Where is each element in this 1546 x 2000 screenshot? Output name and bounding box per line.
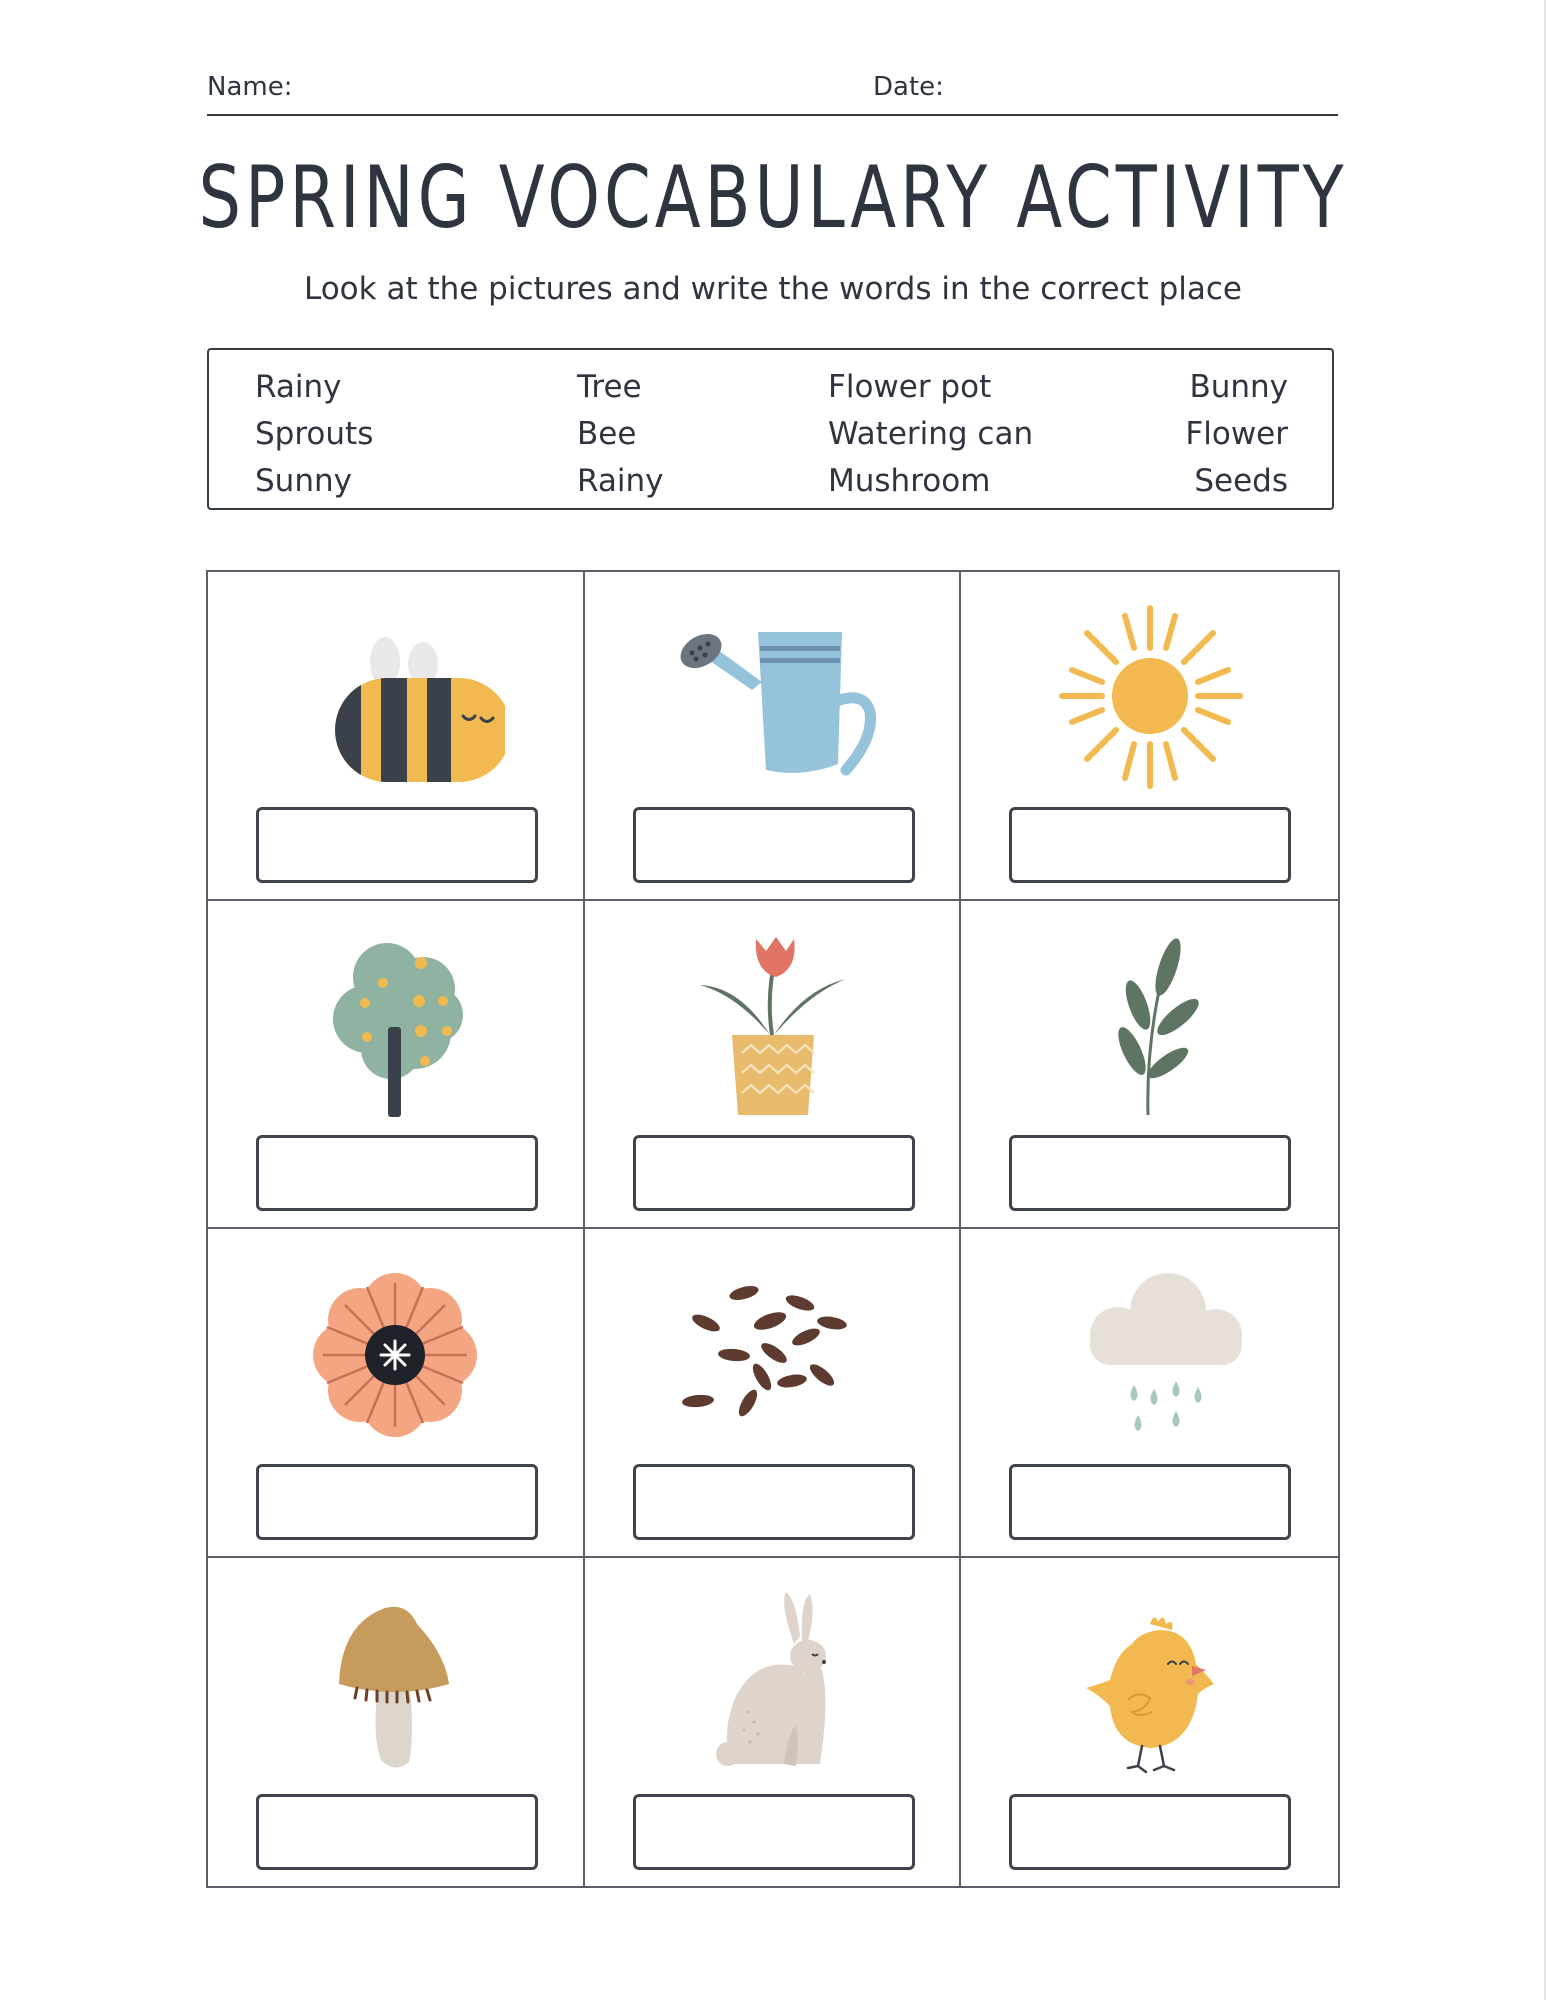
word-bank-column (828, 364, 1033, 505)
mushroom-icon (285, 1584, 505, 1784)
sprout-icon (1040, 927, 1260, 1127)
answer-box[interactable] (256, 1464, 538, 1540)
word-bank-word: Tree (577, 369, 642, 405)
answer-box[interactable] (256, 1794, 538, 1870)
flower-pot-icon (662, 927, 882, 1127)
word-bank-word: Watering can (828, 416, 1034, 452)
picture-cell (585, 572, 962, 901)
word-bank-word: Seeds (1194, 463, 1288, 499)
tree-icon (285, 927, 505, 1127)
word-bank-word: Bee (577, 416, 637, 452)
answer-box[interactable] (256, 807, 538, 883)
picture-cell (961, 1558, 1338, 1887)
picture-grid (206, 570, 1340, 1888)
picture-cell (208, 1229, 585, 1558)
picture-cell (961, 1229, 1338, 1558)
picture-cell (961, 572, 1338, 901)
word-bank-word: Rainy (255, 369, 342, 405)
rain-cloud-icon (1040, 1255, 1260, 1455)
watering-can-icon (662, 598, 882, 798)
answer-box[interactable] (256, 1135, 538, 1211)
picture-cell (585, 1229, 962, 1558)
answer-box[interactable] (633, 807, 915, 883)
sun-icon (1040, 598, 1260, 798)
word-bank-word: Rainy (577, 463, 664, 499)
word-bank-word: Sunny (255, 463, 352, 499)
word-bank-column (577, 364, 663, 505)
word-bank-word: Bunny (1189, 369, 1288, 405)
date-label: Date: (873, 72, 944, 102)
picture-cell (585, 1558, 962, 1887)
answer-box[interactable] (633, 1794, 915, 1870)
picture-cell (961, 901, 1338, 1230)
answer-box[interactable] (1009, 1135, 1291, 1211)
answer-box[interactable] (1009, 1794, 1291, 1870)
instructions: Look at the pictures and write the words in the correct place (303, 271, 1243, 307)
bee-icon (285, 598, 505, 798)
word-bank-word: Mushroom (828, 463, 991, 499)
picture-cell (585, 901, 962, 1230)
picture-cell (208, 1558, 585, 1887)
name-label: Name: (207, 72, 293, 102)
bunny-icon (662, 1584, 882, 1784)
word-bank-column (255, 364, 373, 505)
answer-box[interactable] (633, 1135, 915, 1211)
picture-cell (208, 901, 585, 1230)
word-bank-word: Flower pot (828, 369, 992, 405)
answer-box[interactable] (633, 1464, 915, 1540)
word-bank-word: Sprouts (255, 416, 374, 452)
answer-box[interactable] (1009, 807, 1291, 883)
seeds-icon (662, 1255, 882, 1455)
answer-box[interactable] (1009, 1464, 1291, 1540)
word-bank-column (1185, 364, 1288, 505)
chick-icon (1040, 1584, 1260, 1784)
name-date-writing-line[interactable] (207, 114, 1338, 116)
word-bank (207, 348, 1334, 510)
picture-cell (208, 572, 585, 901)
flower-icon (285, 1255, 505, 1455)
page-title: SPRING VOCABULARY ACTIVITY (198, 148, 1348, 248)
word-bank-word: Flower (1185, 416, 1288, 452)
